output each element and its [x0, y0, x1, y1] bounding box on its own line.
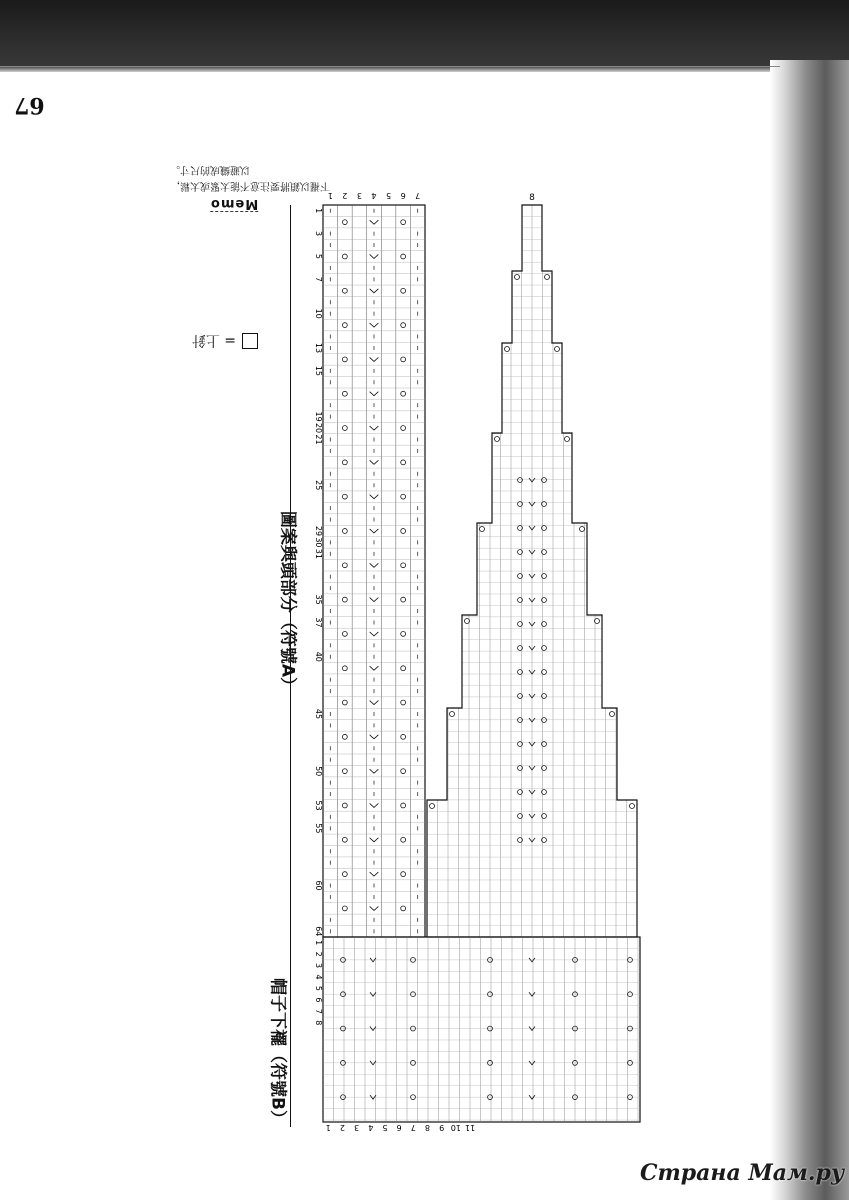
crown-decrease-mark [480, 527, 485, 532]
chart-a-stitch-label: 5 [386, 191, 392, 200]
chart-a-row-label: 64 [314, 926, 323, 937]
crown-decrease-mark [465, 619, 470, 624]
crown-decrease-mark [580, 527, 585, 532]
yarn-over-mark [401, 734, 406, 739]
decrease-mark [370, 529, 379, 533]
chart-a-row-label: 30 [314, 537, 323, 548]
yarn-over-mark [401, 597, 406, 602]
yarn-over-mark [401, 460, 406, 465]
yarn-over-mark [401, 700, 406, 705]
yarn-over-mark [342, 288, 347, 293]
chart-a-row-label: 35 [314, 594, 323, 605]
yarn-over-mark [401, 494, 406, 499]
chart-a-row-label: 5 [314, 253, 323, 260]
yarn-over-mark [401, 666, 406, 671]
yarn-over-mark [401, 872, 406, 877]
yarn-over-mark [401, 632, 406, 637]
yarn-over-mark [342, 837, 347, 842]
decrease-mark [370, 632, 379, 636]
yarn-over-mark [401, 769, 406, 774]
yarn-over-mark [401, 906, 406, 911]
chart-b-row-label: 4 [314, 974, 323, 980]
crown-decrease-chart [422, 205, 642, 937]
chart-a-stitch-label: 6 [400, 191, 406, 200]
decrease-mark [370, 769, 379, 773]
chart-b-row-label: 6 [314, 997, 323, 1003]
decrease-mark [370, 426, 379, 430]
chart-a-stitch-label: 3 [356, 191, 362, 200]
chart-a-row-label: 40 [314, 651, 323, 662]
chart-a-row-label: 1 [314, 208, 323, 214]
chart-a-row-label: 3 [314, 231, 323, 237]
decrease-mark [370, 803, 379, 807]
yarn-over-mark [342, 872, 347, 877]
chart-b-stitch-label: 3 [354, 1123, 360, 1132]
yarn-over-mark [401, 323, 406, 328]
memo-line-2: 以避織成的尺寸。 [170, 164, 250, 175]
crown-decrease-mark [610, 712, 615, 717]
yarn-over-mark [342, 597, 347, 602]
decrease-mark [370, 357, 379, 361]
chart-a-row-label: 45 [314, 708, 323, 720]
crown-decrease-mark [450, 712, 455, 717]
yarn-over-mark [401, 254, 406, 259]
decrease-mark [370, 220, 379, 224]
chart-b-stitch-label: 11 [464, 1123, 476, 1132]
yarn-over-mark [401, 529, 406, 534]
yarn-over-mark [342, 734, 347, 739]
yarn-over-mark [342, 357, 347, 362]
chart-a-row-label: 55 [314, 823, 323, 834]
yarn-over-mark [342, 563, 347, 568]
yarn-over-mark [342, 632, 347, 637]
yarn-over-mark [401, 426, 406, 431]
chart-b-grid [323, 937, 640, 1122]
chart-a-row-label: 7 [314, 276, 323, 282]
chart-a-row-label: 10 [314, 308, 323, 319]
crown-decrease-mark [555, 347, 560, 352]
chart-b-stitch-label: 10 [450, 1123, 461, 1132]
crown-decrease-mark [565, 437, 570, 442]
chart-b-stitch-label: 4 [368, 1123, 374, 1132]
chart-a-row-label: 50 [314, 766, 323, 777]
yarn-over-mark [401, 391, 406, 396]
crown-grid [422, 205, 642, 937]
crown-decrease-mark [545, 275, 550, 280]
chart-a-row-label: 15 [314, 365, 323, 376]
decrease-mark [370, 289, 379, 293]
yarn-over-mark [342, 391, 347, 396]
chart-b-stitch-label: 2 [339, 1123, 345, 1132]
chart-b-stitch-label: 6 [396, 1123, 402, 1132]
chart-a-stitch-label: 4 [371, 191, 377, 200]
yarn-over-mark [342, 529, 347, 534]
decrease-mark [370, 495, 379, 499]
chart-a-row-label: 37 [314, 617, 323, 628]
yarn-over-mark [342, 769, 347, 774]
crown-decrease-mark [430, 804, 435, 809]
yarn-over-mark [342, 220, 347, 225]
yarn-over-mark [401, 803, 406, 808]
decrease-mark [370, 254, 379, 258]
crown-decrease-mark [495, 437, 500, 442]
yarn-over-mark [401, 563, 406, 568]
chart-a-stitch-labels [328, 191, 421, 200]
yarn-over-mark [342, 700, 347, 705]
chart-a-row-labels [314, 208, 323, 936]
legend-text: = 上針 [191, 332, 236, 348]
yarn-over-mark [401, 837, 406, 842]
decrease-mark [370, 872, 379, 876]
chart-a-stitch-label: 7 [415, 191, 421, 200]
yarn-over-mark [401, 288, 406, 293]
memo-title: Memo [210, 196, 259, 211]
chart-b-row-label: 1 [314, 940, 323, 946]
chart-b-row-labels [314, 940, 323, 1025]
chart-b-row-label: 8 [313, 1020, 323, 1026]
chart-b-row-label: 5 [314, 985, 323, 992]
memo-line-1: 下襬以鎖將要注意不能太緊或太鬆， [170, 180, 330, 191]
chart-a-row-label: 29 [314, 525, 323, 537]
chart-a-row-label: 20 [314, 422, 323, 434]
chart-a-title: 圖案與頭部分（符號A） [277, 510, 298, 695]
chart-b-row-label: 7 [314, 1008, 323, 1014]
chart-a-row-label: 31 [314, 548, 323, 559]
decrease-mark [370, 392, 379, 396]
chart-b-stitch-label: 9 [439, 1123, 445, 1132]
chart-b-stitch-labels [326, 1123, 475, 1132]
crown-decrease-mark [515, 275, 520, 280]
chart-a-grid [323, 205, 425, 937]
chart-b-row-label: 3 [314, 963, 323, 969]
chart-b-stitch-label: 7 [410, 1123, 416, 1132]
decrease-mark [370, 563, 379, 567]
decrease-mark [370, 323, 379, 327]
chart-b-stitch-label: 1 [325, 1123, 331, 1132]
crown-top-label: 8 [529, 193, 535, 203]
yarn-over-mark [342, 906, 347, 911]
page-number: 67 [14, 92, 45, 118]
decrease-mark [370, 906, 379, 910]
yarn-over-mark [342, 666, 347, 671]
decrease-mark [370, 460, 379, 464]
yarn-over-mark [342, 426, 347, 431]
chart-a-stitch-label: 1 [327, 191, 333, 200]
site-watermark: Страна Мам.ру [640, 1160, 845, 1186]
decrease-mark [370, 598, 379, 602]
yarn-over-mark [401, 220, 406, 225]
chart-a-row-label: 60 [314, 880, 323, 891]
crown-decrease-mark [630, 804, 635, 809]
yarn-over-mark [342, 494, 347, 499]
chart-b-border [323, 937, 640, 1122]
chart-b-title: 帽子下襬（符號B） [267, 978, 288, 1127]
chart-a-row-label: 13 [314, 342, 323, 354]
decrease-mark [370, 701, 379, 705]
yarn-over-mark [401, 357, 406, 362]
decrease-mark [370, 838, 379, 842]
chart-a-row-label: 25 [314, 480, 323, 491]
crown-decrease-mark [505, 347, 510, 352]
yarn-over-mark [342, 323, 347, 328]
chart-a-row-label: 21 [314, 434, 323, 445]
chart-a-row-label: 53 [314, 800, 323, 811]
decrease-mark [370, 666, 379, 670]
chart-b-stitch-label: 8 [424, 1123, 431, 1132]
crown-decrease-mark [595, 619, 600, 624]
yarn-over-mark [342, 803, 347, 808]
yarn-over-mark [342, 254, 347, 259]
chart-a-stitch-label: 2 [342, 191, 348, 200]
yarn-over-mark [342, 460, 347, 465]
chart-a-row-label: 19 [314, 411, 323, 422]
chart-b-row-label: 2 [314, 951, 323, 957]
chart-b-stitch-label: 5 [382, 1123, 388, 1132]
decrease-mark [370, 735, 379, 739]
